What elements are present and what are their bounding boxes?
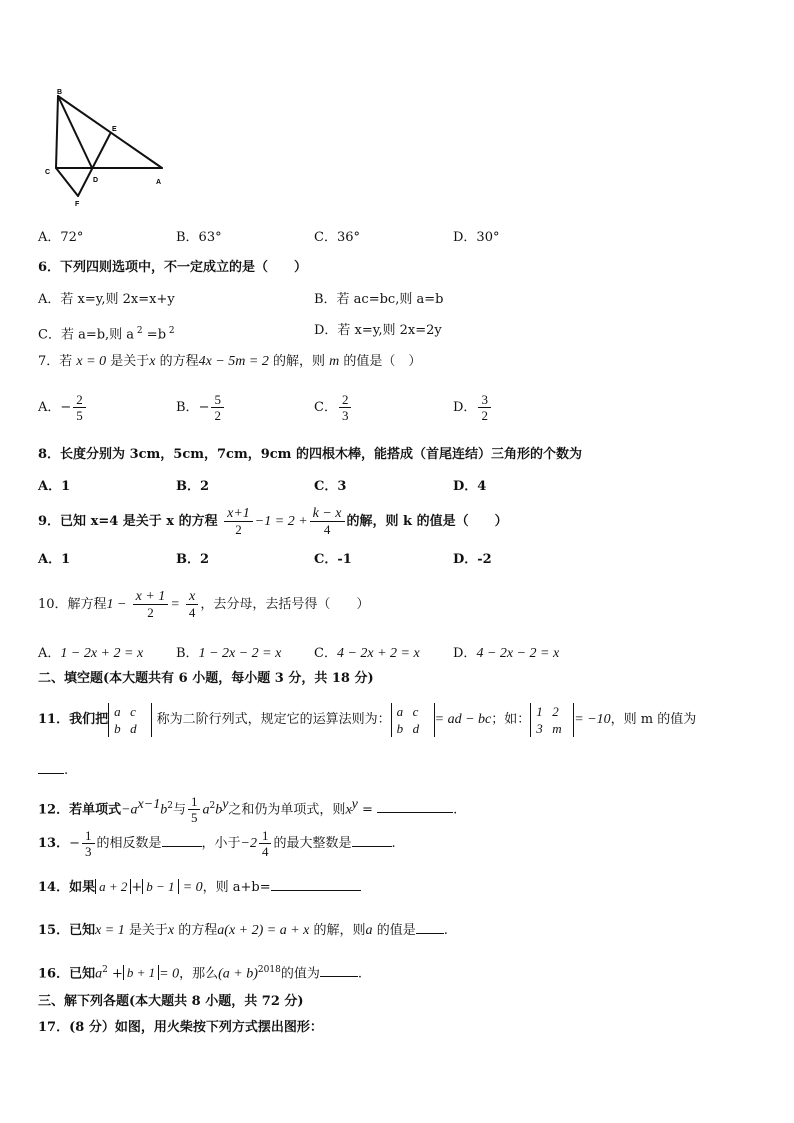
q6-option-b: B．若 ac=bc,则 a=b (314, 292, 444, 307)
q13-stem: 13．− $\frac{1}{3}$ 的相反数是 ，小于−2 $\frac{1}{4}$ 的最大整数是 . (38, 828, 396, 859)
triangle-figure (42, 86, 172, 208)
q12-stem: 12．若单项式$-a^{x-1}b^2$与 $\frac{1}{5}$ $a^2b^y$之和仍为单项式，则$x^y$ = . (38, 794, 458, 826)
q5-option-a: A．72° (38, 230, 84, 245)
q7-option-c: C． $\frac{2}{3}$ (314, 392, 353, 423)
q10-option-b: B．1 − 2x − 2 = x (176, 646, 282, 661)
point-label-f: F (75, 201, 80, 208)
q8-option-b: B．2 (176, 479, 210, 494)
q5-option-c: C．36° (314, 230, 360, 245)
q6-option-a: A．若 x=y,则 2x=x+y (38, 292, 175, 307)
point-label-e: E (112, 126, 117, 133)
section-3-heading: 三、解下列各题(本大题共 8 小题，共 72 分) (38, 994, 304, 1009)
q6-option-d: D．若 x=y,则 2x=2y (314, 323, 442, 338)
q16-stem: 16．已知$a^2 + b + 1 = 0$，那么$(a + b)^{2018}$的值为 . (38, 965, 362, 982)
q7-stem: 7．若 x = 0 是关于x 的方程4x − 5m = 2 的解，则 m 的值是（ ） (38, 354, 422, 369)
q6-option-c: C．若 a=b,则 a $^2$ =b $^2$ (38, 326, 175, 343)
q7-option-d: D． $\frac{3}{2}$ (453, 392, 493, 423)
point-label-c: C (45, 169, 51, 176)
q5-option-b: B．63° (176, 230, 222, 245)
point-label-b: B (57, 89, 63, 96)
q9-option-b: B．2 (176, 552, 210, 567)
q9-stem: 9．已知 x=4 是关于 x 的方程 $\frac{x+1}{2}$ −1 = 2 + $\frac{k - x}{4}$ 的解，则 k 的值是（ ） (38, 506, 508, 537)
q17-stem: 17．(8 分）如图，用火柴按下列方式摆出图形： (38, 1020, 323, 1035)
q8-option-d: D．4 (453, 479, 487, 494)
q5-option-d: D．30° (453, 230, 500, 245)
q9-option-d: D．-2 (453, 552, 492, 567)
point-label-d: D (93, 177, 99, 184)
q9-option-c: C．-1 (314, 552, 352, 567)
q11-answer-line[interactable]: . (38, 760, 68, 780)
q8-stem: 8．长度分别为 3cm，5cm，7cm，9cm 的四根木棒，能搭成（首尾连结）三角形的个数为 (38, 447, 582, 462)
q11-stem: 11．我们把a c b d 称为二阶行列式，规定它的运算法则为：a c b d= ad − bc；如：1 2 3 m= −10，则 m 的值为 (38, 703, 697, 736)
q8-option-c: C．3 (314, 479, 347, 494)
q8-option-a: A．1 (38, 479, 71, 494)
point-label-a: A (156, 179, 162, 186)
section-2-heading: 二、填空题(本大题共有 6 小题，每小题 3 分，共 18 分) (38, 671, 374, 686)
q10-option-c: C．4 − 2x + 2 = x (314, 646, 420, 661)
q14-stem: 14．如果 a + 2 + b − 1 = 0，则 a+b= (38, 877, 361, 897)
q10-option-d: D．4 − 2x − 2 = x (453, 646, 560, 661)
q7-option-b: B．− $\frac{5}{2}$ (176, 392, 226, 423)
q9-option-a: A．1 (38, 552, 71, 567)
q7-option-a: A．− $\frac{2}{5}$ (38, 392, 88, 423)
q10-option-a: A．1 − 2x + 2 = x (38, 646, 144, 661)
q15-stem: 15．已知x = 1 是关于x 的方程a(x + 2) = a + x 的解，则a 的值是 . (38, 920, 448, 940)
q10-stem: 10．解方程1 − $\frac{x + 1}{2}$ = $\frac{x}{4}$ ，去分母，去括号得（ ） (38, 589, 370, 620)
q6-stem: 6．下列四则选项中，不一定成立的是（ ） (38, 260, 308, 275)
